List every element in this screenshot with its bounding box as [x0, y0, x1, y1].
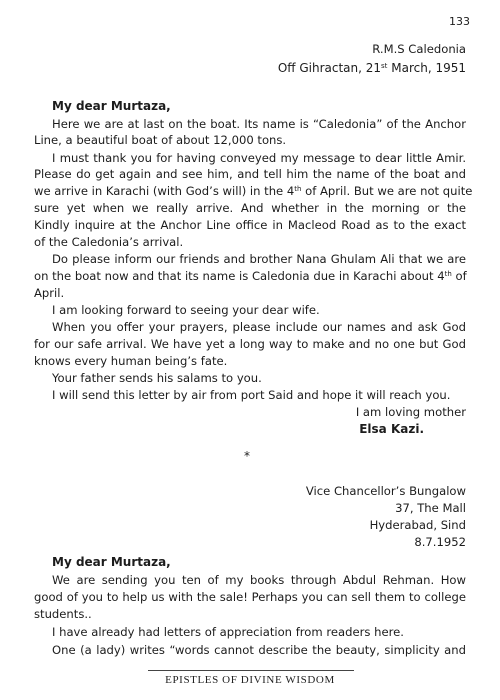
letter1-closing: I am loving mother	[355, 405, 466, 419]
letter2-address-line: 8.7.1952	[414, 535, 466, 549]
letter1-line: sure yet when we really arrive. And whether in the morning or the	[34, 201, 466, 215]
letter1-line: Kindly inquire at the Anchor Line office in Macleod Road as to the exact	[34, 218, 466, 232]
letter2-line: One (a lady) writes “words cannot describe the beauty, simplicity and	[52, 643, 466, 657]
letter1-line: Line, a beautiful boat of about 12,000 tons.	[34, 133, 287, 147]
letter1-header-place: R.M.S Caledonia	[372, 42, 466, 56]
letter2-line: students..	[34, 607, 92, 621]
page-number: 133	[449, 15, 470, 28]
book-title-footer: EPISTLES OF DIVINE WISDOM	[165, 674, 335, 686]
section-separator: *	[244, 449, 250, 463]
letter2-address-line: Hyderabad, Sind	[369, 518, 466, 532]
letter1-line: we arrive in Karachi (with God’s will) in the 4th of April. But we are not quite	[34, 184, 473, 198]
letter2-address-line: Vice Chancellor’s Bungalow	[305, 484, 466, 498]
letter1-salutation: My dear Murtaza,	[52, 99, 171, 113]
letter1-signature: Elsa Kazi.	[359, 422, 424, 436]
letter1-line: April.	[34, 286, 65, 300]
letter1-line: When you offer your prayers, please include our names and ask God	[52, 320, 466, 334]
letter1-line: I must thank you for having conveyed my message to dear little Amir.	[52, 151, 466, 165]
letter1-line: knows every human being’s fate.	[34, 354, 228, 368]
footer-rule	[148, 670, 354, 671]
letter1-line: for our safe arrival. We have yet a long way to make and no one but God	[34, 337, 466, 351]
letter1-header-date: Off Gihractan, 21st March, 1951	[277, 61, 466, 75]
letter2-line: good of you to help us with the sale! Perhaps you can sell them to college	[34, 590, 466, 604]
letter1-line: Please do get again and see him, and tell him the name of the boat and	[34, 167, 466, 181]
letter2-line: I have already had letters of appreciation from readers here.	[52, 625, 404, 639]
letter1-line: of the Caledonia’s arrival.	[34, 235, 184, 249]
letter1-line: on the boat now and that its name is Caledonia due in Karachi about 4th of	[34, 269, 467, 283]
letter1-line: Your father sends his salams to you.	[52, 371, 262, 385]
letter1-line: I am looking forward to seeing your dear wife.	[52, 303, 320, 317]
letter2-address-line: 37, The Mall	[395, 501, 466, 515]
letter2-salutation: My dear Murtaza,	[52, 555, 171, 569]
letter2-line: We are sending you ten of my books through Abdul Rehman. How	[52, 573, 466, 587]
letter1-line: I will send this letter by air from port Said and hope it will reach you.	[52, 388, 451, 402]
letter1-line: Do please inform our friends and brother Nana Ghulam Ali that we are	[52, 252, 466, 266]
letter1-line: Here we are at last on the boat. Its name is “Caledonia” of the Anchor	[52, 117, 466, 131]
